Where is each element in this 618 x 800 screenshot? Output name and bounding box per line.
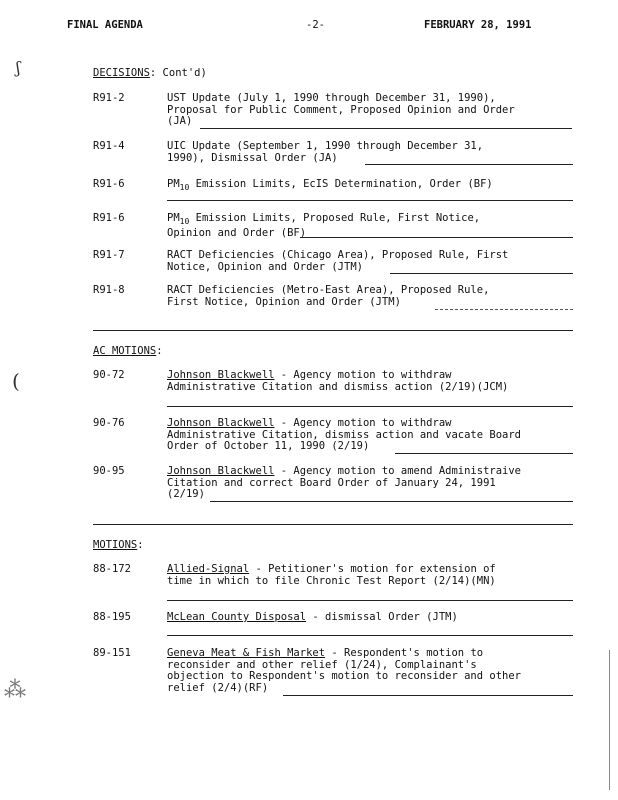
- margin-mark: ʃ: [16, 58, 21, 77]
- item-line: $PM_{10}$ Emission Limits, EcIS Determination, Order (BF): [167, 178, 493, 193]
- section-heading: AC MOTIONS: [93, 345, 157, 357]
- section-divider: [93, 524, 573, 525]
- item-text: [167, 213, 577, 239]
- blank-line: [365, 164, 573, 165]
- docket-number: R91-6: [93, 178, 125, 190]
- item-line: Citation and correct Board Order of January 24, 1991: [167, 476, 496, 489]
- item-line: Administrative Citation, dismiss action and vacate Board: [167, 428, 522, 441]
- page-number: -2-: [306, 19, 325, 31]
- item-line: RACT Deficiencies (Chicago Area), Proposed Rule, First: [167, 249, 509, 261]
- item-line: - Agency motion to withdraw: [274, 369, 452, 381]
- section-motions: [93, 540, 144, 552]
- docket-number: 90-95: [93, 465, 125, 477]
- section-suffix: : Cont'd): [149, 67, 207, 79]
- blank-line: [300, 237, 573, 238]
- blank-line: [435, 309, 573, 310]
- party-name: Johnson Blackwell: [167, 369, 275, 381]
- blank-line: [167, 406, 573, 407]
- section-suffix: :: [156, 345, 163, 357]
- hole-punch-mark: ⁂: [4, 678, 26, 703]
- item-text: [167, 418, 577, 453]
- item-line: - Respondent's motion to: [325, 647, 484, 659]
- item-line: UST Update (July 1, 1990 through December 31, 1990),: [167, 92, 496, 104]
- blank-line: [395, 453, 573, 454]
- docket-number: 88-195: [93, 611, 131, 623]
- section-ac-motions: [93, 346, 163, 358]
- item-line: Proposal for Public Comment, Proposed Opinion and Order: [167, 103, 515, 116]
- item-line: - Petitioner's motion for extension of: [249, 563, 496, 575]
- party-name: Johnson Blackwell: [167, 417, 275, 429]
- blank-line: [167, 200, 573, 201]
- item-line: 1990), Dismissal Order (JA): [167, 151, 338, 164]
- item-text: [167, 466, 577, 501]
- item-line: (JA): [167, 115, 193, 127]
- item-line: Opinion and Order (BF): [167, 226, 307, 239]
- item-line: Order of October 11, 1990 (2/19): [167, 440, 370, 452]
- item-line: $PM_{10}$ Emission Limits, Proposed Rule, First Notice,: [167, 212, 481, 227]
- margin-line: [609, 650, 610, 790]
- blank-line: [283, 695, 573, 696]
- item-line: Notice, Opinion and Order (JTM): [167, 260, 363, 273]
- party-name: Johnson Blackwell: [167, 465, 275, 477]
- docket-number: R91-4: [93, 140, 125, 152]
- party-name: Geneva Meat & Fish Market: [167, 647, 326, 659]
- item-text: [167, 612, 577, 624]
- item-text: [167, 250, 577, 273]
- section-decisions: [93, 68, 207, 80]
- item-text: [167, 370, 577, 393]
- item-line: - Agency motion to amend Administraive: [274, 465, 522, 477]
- party-name: McLean County Disposal: [167, 611, 307, 623]
- item-line: - dismissal Order (JTM): [306, 611, 458, 623]
- item-line: time in which to file Chronic Test Report (2/14)(MN): [167, 574, 496, 587]
- docket-number: 90-72: [93, 369, 125, 381]
- section-suffix: :: [137, 539, 144, 551]
- item-line: First Notice, Opinion and Order (JTM): [167, 295, 401, 308]
- item-text: [167, 564, 577, 587]
- item-line: - Agency motion to withdraw: [274, 417, 452, 429]
- section-heading: MOTIONS: [93, 539, 138, 551]
- item-text: [167, 285, 577, 308]
- docket-number: 89-151: [93, 647, 131, 659]
- docket-number: R91-8: [93, 284, 125, 296]
- item-line: (2/19): [167, 488, 205, 500]
- docket-number: R91-2: [93, 92, 125, 104]
- section-divider: [93, 330, 573, 331]
- item-line: reconsider and other relief (1/24), Complainant's: [167, 658, 477, 671]
- item-text: [167, 179, 577, 194]
- item-line: objection to Respondent's motion to reconsider and other: [167, 670, 522, 682]
- item-line: UIC Update (September 1, 1990 through December 31,: [167, 140, 484, 152]
- blank-line: [167, 600, 573, 601]
- party-name: Allied-Signal: [167, 563, 250, 575]
- item-text: [167, 648, 577, 694]
- blank-line: [210, 501, 573, 502]
- item-line: RACT Deficiencies (Metro-East Area), Proposed Rule,: [167, 284, 490, 296]
- item-line: Administrative Citation and dismiss action (2/19)(JCM): [167, 380, 509, 393]
- blank-line: [390, 273, 573, 274]
- item-text: [167, 93, 577, 128]
- docket-number: 88-172: [93, 563, 131, 575]
- blank-line: [167, 635, 573, 636]
- docket-number: 90-76: [93, 417, 125, 429]
- margin-mark: (: [12, 369, 20, 393]
- item-line: relief (2/4)(RF): [167, 681, 269, 694]
- docket-number: R91-6: [93, 212, 125, 224]
- section-heading: DECISIONS: [93, 67, 150, 79]
- blank-line: [200, 128, 572, 129]
- docket-number: R91-7: [93, 249, 125, 261]
- header-date: FEBRUARY 28, 1991: [424, 19, 532, 31]
- item-text: [167, 141, 577, 164]
- header-left: FINAL AGENDA: [67, 19, 143, 31]
